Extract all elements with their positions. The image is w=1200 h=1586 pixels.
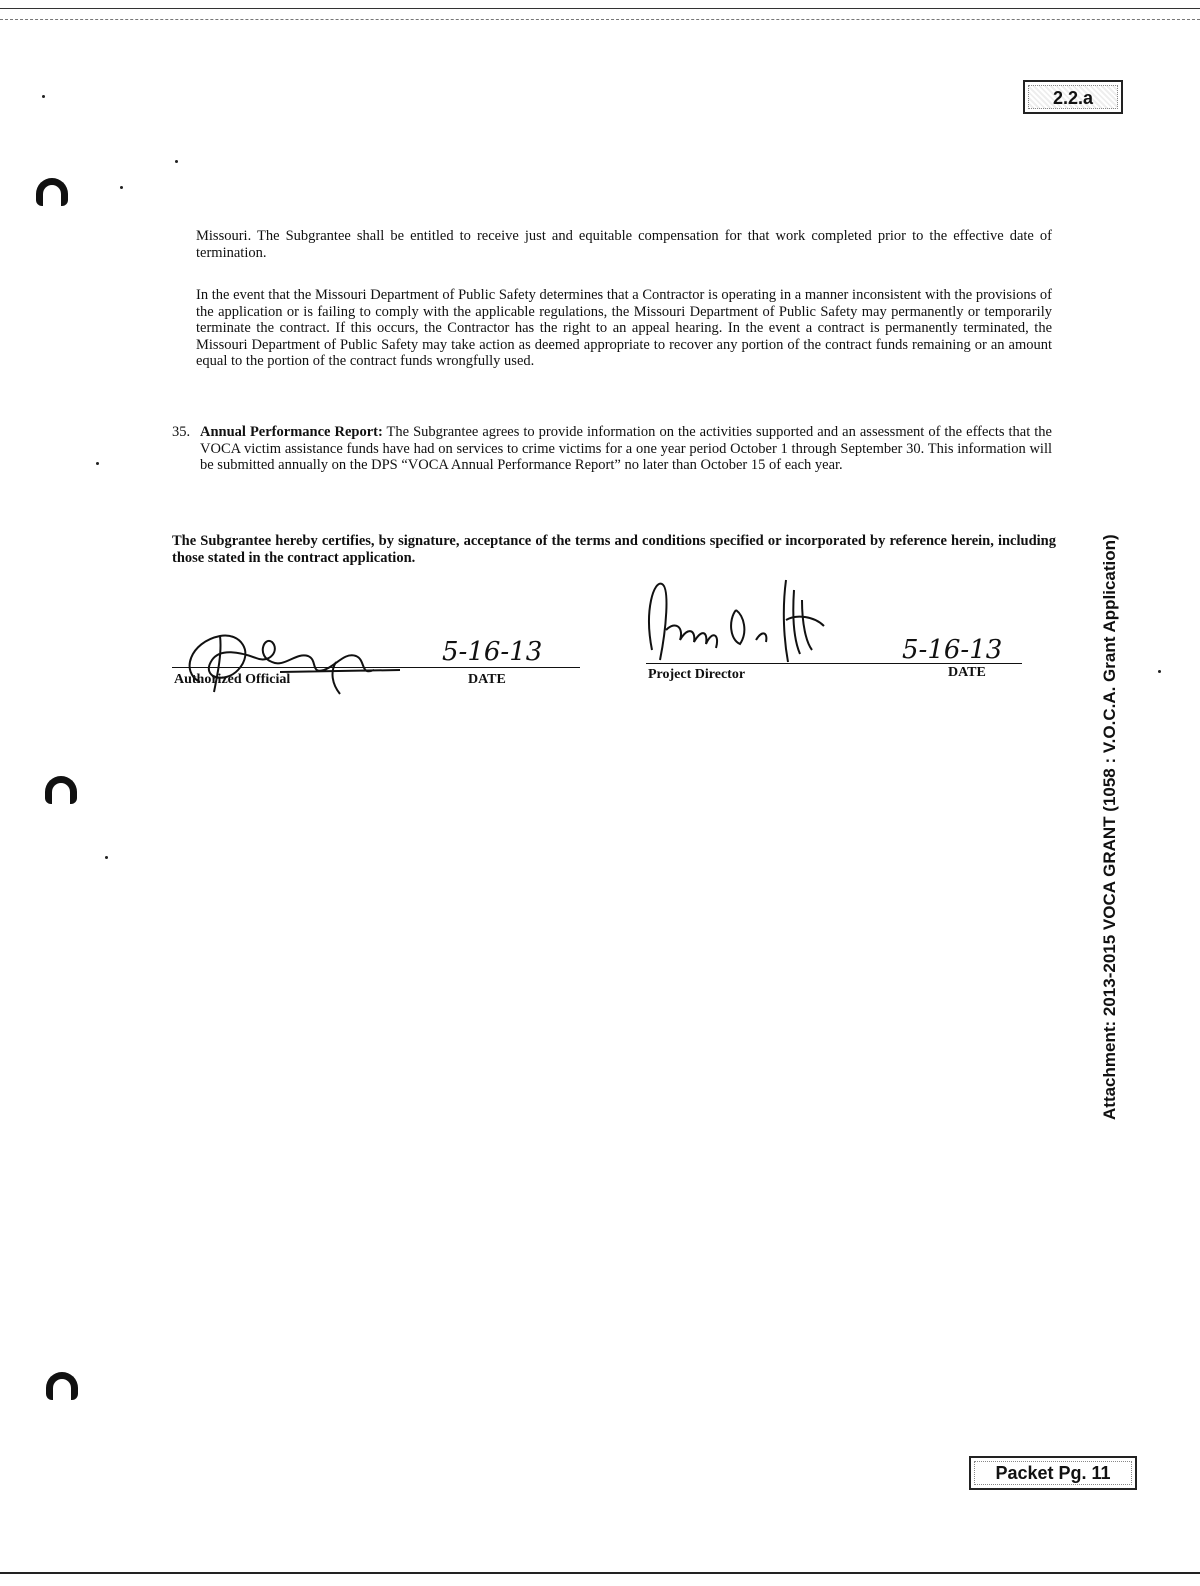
scan-speck bbox=[42, 95, 45, 98]
certification-statement: The Subgrantee hereby certifies, by signature, acceptance of the terms and conditions specified or incorporated by reference herein, including those stated in the contract application. bbox=[172, 533, 1056, 566]
agenda-item-tag bbox=[1023, 80, 1123, 114]
scan-top-edge-dashed bbox=[0, 19, 1200, 20]
scan-speck bbox=[1158, 670, 1161, 673]
scan-top-edge bbox=[0, 8, 1200, 9]
project-director-signature bbox=[636, 570, 836, 680]
authorized-official-handwritten-date bbox=[440, 632, 590, 672]
scan-speck bbox=[120, 186, 123, 189]
packet-page-number: Packet Pg. 11 bbox=[995, 1463, 1111, 1483]
scan-speck bbox=[96, 462, 99, 465]
attachment-side-label: Attachment: 2013-2015 VOCA GRANT (1058 : V.O.C.A. Grant Application) bbox=[1100, 534, 1119, 1120]
agenda-item-number: 2.2.a bbox=[1052, 88, 1094, 108]
authorized-official-date-label: DATE bbox=[468, 672, 506, 687]
right-handwritten-date-text: 5-16-13 bbox=[902, 635, 1003, 665]
item-35-annual-performance-report bbox=[200, 424, 1052, 474]
left-handwritten-date-text: 5-16-13 bbox=[442, 637, 543, 667]
authorized-official-signature bbox=[160, 612, 420, 702]
authorized-official-label: Authorized Official bbox=[174, 672, 291, 687]
packet-page-tag bbox=[969, 1456, 1137, 1490]
punch-hole-bottom bbox=[46, 1372, 78, 1400]
scan-speck bbox=[175, 160, 178, 163]
punch-hole-top bbox=[36, 178, 68, 206]
item-35-text: The Subgrantee agrees to provide information on the activities supported and an assessment of the effects that the VOCA victim assistance funds have had on services to crime victims for a one year period October 1 through September 30. This information will be submitted annually on the DPS “VOCA Annual Performance Report” no later than October 15 of each year. bbox=[200, 424, 1052, 473]
project-director-handwritten-date bbox=[900, 630, 1030, 670]
item-35-number: 35. bbox=[172, 424, 191, 440]
paragraph-termination-compensation: Missouri. The Subgrantee shall be entitled to receive just and equitable compensation for that work completed prior to the effective date of termination. bbox=[196, 228, 1052, 261]
scan-speck bbox=[105, 856, 108, 859]
project-director-label: Project Director bbox=[648, 667, 746, 682]
paragraph-contract-termination: In the event that the Missouri Department of Public Safety determines that a Contractor is operating in a manner inconsistent with the provisions of the application or is failing to comply with the applicable regulations, the Missouri Department of Public Safety may permanently or temporarily terminate the contract. If this occurs, the Contractor has the right to an appeal hearing. In the event a contract is permanently terminated, the Missouri Department of Public Safety may take action as deemed appropriate to recover any portion of the contract funds remaining or an amount equal to the portion of the contract funds wrongfully used. bbox=[196, 287, 1052, 369]
project-director-date-label: DATE bbox=[948, 665, 986, 680]
scan-bottom-edge bbox=[0, 1572, 1200, 1574]
punch-hole-middle bbox=[45, 776, 77, 804]
item-35-heading: Annual Performance Report: bbox=[200, 424, 383, 440]
